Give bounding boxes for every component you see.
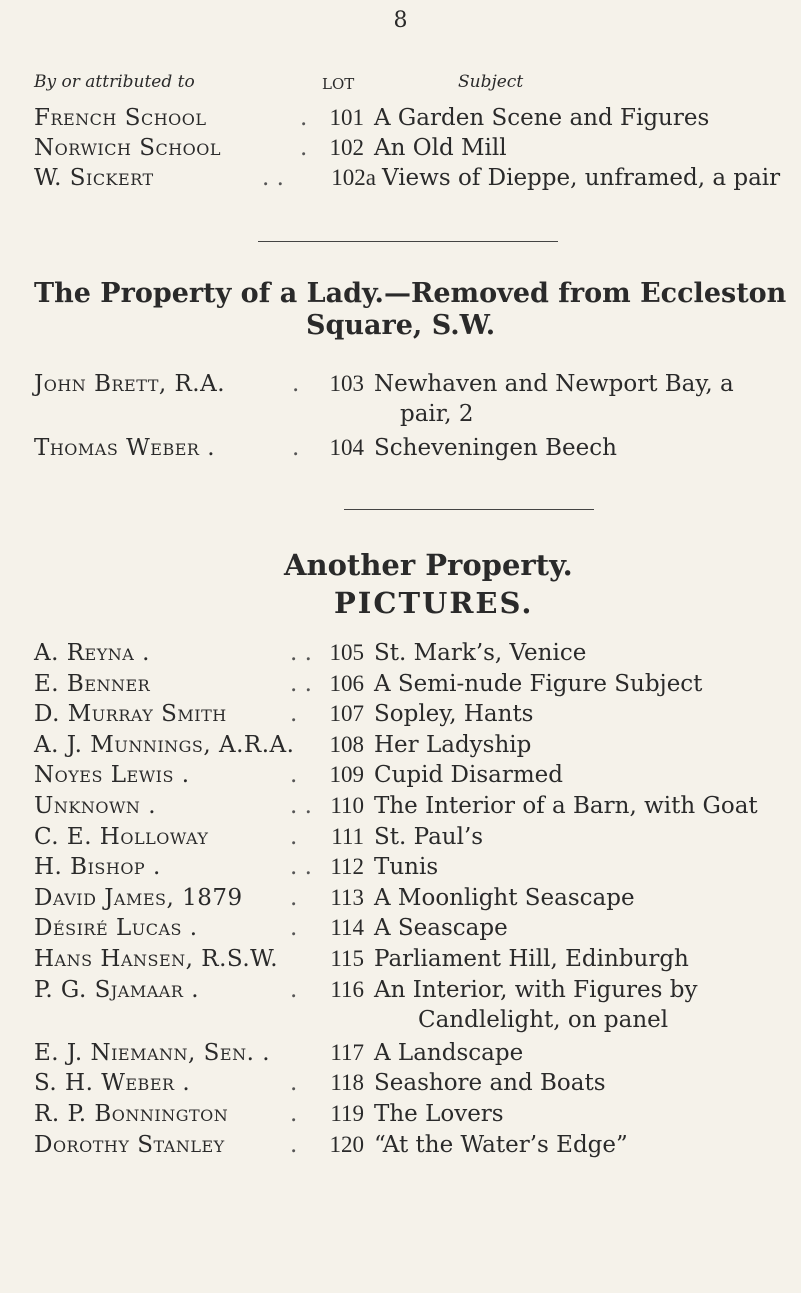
leader-dots: .	[290, 1070, 298, 1097]
column-header-lot: LOT	[322, 75, 355, 93]
lot-row	[0, 791, 801, 821]
lot-row	[0, 730, 801, 760]
lot-number: 112	[330, 854, 364, 880]
lot-subject: The Interior of a Barn, with Goat	[374, 793, 758, 819]
lot-row	[0, 913, 801, 943]
section-heading: The Property of a Lady.—Removed from Eccleston	[34, 278, 787, 309]
artist-name: R. P. Bonnington	[34, 1101, 229, 1127]
lot-number: 106	[329, 670, 364, 696]
lot-row	[0, 760, 801, 790]
lot-row	[0, 822, 801, 852]
artist-name: W. Sickert	[34, 165, 154, 191]
lot-number: 120	[329, 1131, 364, 1157]
lot-number: 110	[330, 793, 364, 818]
artist-name: Unknown .	[34, 793, 157, 819]
lot-row	[0, 103, 801, 133]
section-heading: Another Property.	[284, 548, 573, 582]
lot-row	[0, 1038, 801, 1068]
leader-dots: . .	[290, 640, 312, 666]
lot-row	[0, 883, 801, 913]
lot-subject: A Garden Scene and Figures	[374, 105, 710, 131]
lot-subject: Cupid Disarmed	[374, 762, 563, 789]
lot-number: 109	[329, 762, 364, 788]
lot-number: 118	[330, 1070, 364, 1096]
leader-dots: .	[290, 884, 298, 911]
artist-name: D. Murray Smith	[34, 701, 227, 728]
leader-dots: .	[290, 701, 298, 728]
lot-subject: The Lovers	[374, 1101, 504, 1127]
lot-row	[0, 975, 801, 1005]
lot-row	[0, 852, 801, 882]
artist-name: David James, 1879	[34, 884, 243, 911]
lot-number: 103	[329, 371, 364, 396]
artist-name: French School	[34, 105, 207, 131]
column-header-artist: By or attributed to	[34, 72, 195, 92]
lot-number: 119	[330, 1101, 364, 1126]
lot-subject: Seashore and Boats	[374, 1070, 606, 1097]
leader-dots: . .	[290, 670, 312, 697]
lot-number: 102	[329, 135, 364, 160]
lot-number: 113	[330, 884, 364, 910]
leader-dots: .	[290, 915, 298, 942]
lot-row	[0, 1099, 801, 1129]
artist-name: Thomas Weber .	[34, 435, 216, 461]
artist-name: John Brett, R.A.	[34, 371, 226, 397]
lot-subject: Her Ladyship	[374, 731, 532, 758]
lot-row	[0, 1130, 801, 1160]
leader-dots: . .	[290, 793, 312, 819]
lot-row-continuation	[0, 399, 801, 429]
artist-name: S. H. Weber .	[34, 1070, 191, 1097]
artist-name: Désiré Lucas .	[34, 915, 198, 942]
artist-name: Dorothy Stanley	[34, 1131, 225, 1158]
artist-name: E. J. Niemann, Sen. .	[34, 1039, 271, 1066]
leader-dots: .	[300, 135, 308, 161]
lot-subject: St. Mark’s, Venice	[374, 640, 587, 666]
lot-number: 111	[331, 823, 364, 849]
section-heading-continued: Square, S.W.	[306, 310, 496, 341]
section-heading-continued: PICTURES.	[334, 586, 534, 620]
lot-number: 108	[329, 731, 364, 757]
lot-subject: Tunis	[374, 854, 439, 881]
lot-subject: Views of Dieppe, unframed, a pair	[382, 165, 781, 191]
leader-dots: .	[290, 823, 298, 850]
artist-name: P. G. Sjamaar .	[34, 976, 199, 1003]
lot-subject: A Seascape	[374, 915, 508, 942]
lot-subject-continued: pair, 2	[400, 401, 474, 427]
artist-name: H. Bishop .	[34, 854, 161, 881]
lot-subject: Sopley, Hants	[374, 701, 534, 728]
lot-subject: A Moonlight Seascape	[374, 884, 635, 911]
lot-row	[0, 163, 801, 193]
divider-rule	[344, 509, 594, 510]
lot-number: 116	[330, 976, 364, 1002]
lot-subject: A Semi-nude Figure Subject	[374, 670, 703, 697]
lot-subject: An Old Mill	[374, 135, 507, 161]
column-header-subject: Subject	[458, 72, 524, 92]
lot-subject: “At the Water’s Edge”	[374, 1131, 628, 1158]
leader-dots: .	[290, 762, 298, 789]
lot-row	[0, 944, 801, 974]
leader-dots: .	[300, 105, 308, 131]
lot-number: 105	[329, 640, 364, 665]
lot-subject: Parliament Hill, Edinburgh	[374, 946, 689, 972]
lot-subject: St. Paul’s	[374, 823, 484, 850]
artist-name: Hans Hansen, R.S.W.	[34, 946, 279, 972]
lot-row	[0, 699, 801, 729]
lot-row-continuation	[0, 1005, 801, 1035]
page-number: 8	[393, 8, 408, 33]
lot-subject-continued: Candlelight, on panel	[418, 1007, 669, 1034]
artist-name: Norwich School	[34, 135, 222, 161]
lot-number: 104	[329, 435, 364, 460]
leader-dots: .	[292, 435, 300, 461]
leader-dots: .	[290, 976, 298, 1003]
lot-row	[0, 669, 801, 699]
artist-name: C. E. Holloway	[34, 823, 209, 850]
lot-number: 115	[330, 946, 364, 971]
artist-name: E. Benner	[34, 670, 151, 697]
lot-number: 102a	[331, 165, 376, 190]
lot-row	[0, 433, 801, 463]
lot-row	[0, 133, 801, 163]
lot-row	[0, 1068, 801, 1098]
leader-dots: . .	[290, 854, 312, 881]
leader-dots: .	[290, 1101, 298, 1127]
lot-number: 114	[330, 915, 364, 941]
lot-subject: A Landscape	[374, 1039, 524, 1066]
lot-subject: Scheveningen Beech	[374, 435, 617, 461]
lot-number: 101	[329, 105, 364, 130]
artist-name: A. Reyna .	[34, 640, 150, 666]
leader-dots: .	[292, 371, 300, 397]
lot-number: 117	[330, 1039, 364, 1065]
lot-row	[0, 369, 801, 399]
lot-row	[0, 638, 801, 668]
artist-name: Noyes Lewis .	[34, 762, 190, 789]
leader-dots: .	[290, 1131, 298, 1158]
lot-subject: An Interior, with Figures by	[374, 976, 698, 1003]
leader-dots: . .	[262, 165, 284, 191]
divider-rule	[258, 241, 558, 242]
lot-number: 107	[329, 701, 364, 727]
artist-name: A. J. Munnings, A.R.A.	[34, 731, 295, 758]
lot-subject: Newhaven and Newport Bay, a	[374, 371, 734, 397]
